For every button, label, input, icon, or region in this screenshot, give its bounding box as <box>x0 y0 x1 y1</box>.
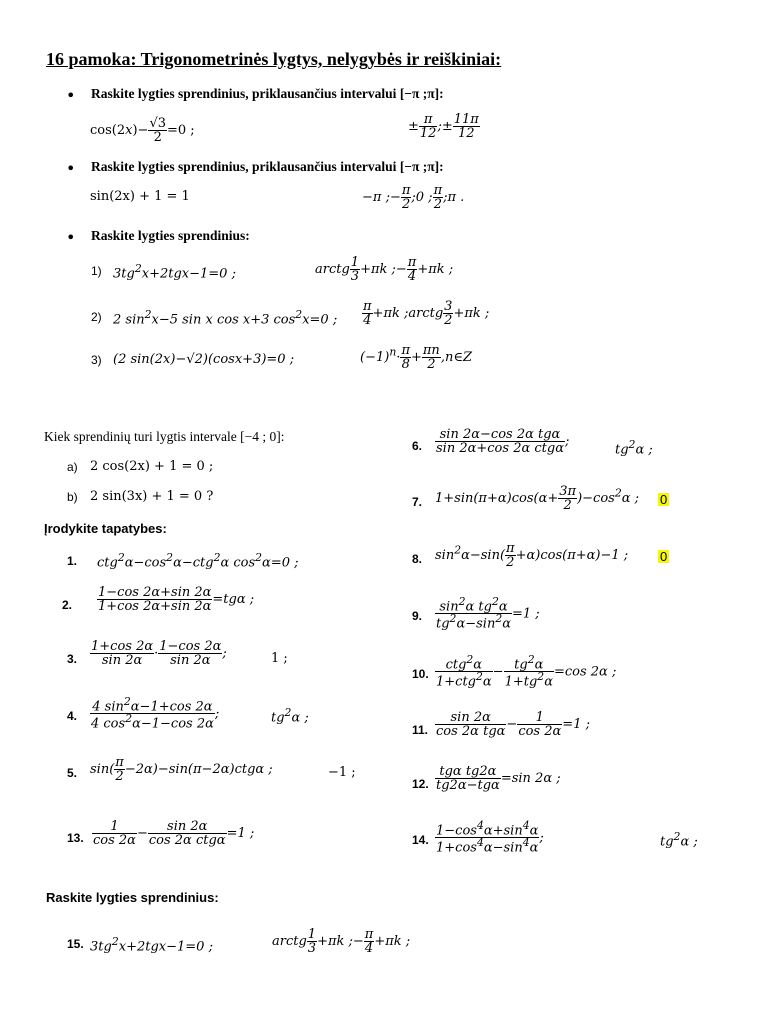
item-number: 3) <box>91 353 102 367</box>
answer-4: $tg^2\alpha$ ; <box>271 706 309 726</box>
item-number: 4. <box>67 709 78 723</box>
item-number: 5. <box>67 766 78 780</box>
answer-2: −π ;− $\frac{\pi}{2}$ ;0 ; $\frac{\pi}{2}$ ;π . <box>362 183 465 212</box>
bullet-icon: • <box>66 228 76 247</box>
count-eq-a: 2 cos(2x) + 1 = 0 ; <box>90 459 214 474</box>
count-task-title: Kiek sprendinių turi lygtis intervale [−4 ; 0]: <box>44 429 285 444</box>
answer-1: ± $\frac{\pi}{12}$ ;± $\frac{11\pi}{12}$ <box>408 112 479 141</box>
item-number: 6. <box>412 439 423 453</box>
identity-12: $\frac{\text{tgα tg2α}}{\text{tg2α−tgα}}$ =sin 2α ; <box>436 764 561 793</box>
identity-5: sin( $\frac{\pi}{2}$ −2α)−sin(π−2α)ctgα ; <box>90 755 273 784</box>
answer-5: −1 ; <box>328 765 356 780</box>
item-number: 13. <box>67 831 84 845</box>
answer-item-3: $(-1)^n\cdot$ $\frac{\pi}{8}$ + $\frac{\pi n}{2}$ ,n∈Z <box>360 343 472 372</box>
equation-item-2: 2 $\sin^2x-5$ sin x cos x+3 $\cos^2x=0$ ; <box>113 308 338 328</box>
bullet-icon: • <box>66 86 76 105</box>
task-2-text: Raskite lygties sprendinius, priklausančius intervalui [−π ;π]: <box>91 159 444 174</box>
answer-14: $tg^2\alpha$ ; <box>660 830 698 850</box>
answer-item-2: $\frac{\pi}{4}$ +πk ;arctg $\frac{3}{2}$ +πk ; <box>363 299 490 328</box>
identity-9: $\frac{\sin^2\alpha tg^2\alpha}{tg^2\alpha-\sin^2\alpha}$ =1 ; <box>436 595 540 632</box>
answer-6: $tg^2\alpha$ ; <box>615 438 653 458</box>
task-1-text: Raskite lygties sprendinius, priklausančius intervalui [−π ;π]: <box>91 86 444 101</box>
equation-1: cos(2x)− $\frac{√3}{2}$ =0 ; <box>90 116 195 145</box>
task-3-text: Raskite lygties sprendinius: <box>91 228 250 243</box>
identity-6: $\frac{\text{sin 2α−cos 2α tgα}}{\text{sin 2α+cos 2α ctgα}}$ ; <box>436 427 570 456</box>
identity-11: $\frac{\sin 2\alpha}{\text{cos 2α tgα}}$ − $\frac{1}{\cos 2\alpha}$ =1 ; <box>436 710 590 739</box>
identity-1: $ctg^2\alpha-\cos^2\alpha-ctg^2\alpha$ $\cos^2\alpha=0$ ; <box>97 551 299 571</box>
item-number: 2. <box>62 598 73 612</box>
item-number: 1. <box>67 554 78 568</box>
item-number: 2) <box>91 310 102 324</box>
item-number: 9. <box>412 609 423 623</box>
equation-item-3: (2 sin(2x)−√2)(cosx+3)=0 ; <box>113 352 295 367</box>
count-eq-b: 2 sin(3x) + 1 = 0 ? <box>90 489 214 504</box>
prove-title: Įrodykite tapatybes: <box>44 521 167 536</box>
answer-7-highlight: 0 <box>660 492 668 507</box>
item-label: b) <box>67 490 78 504</box>
item-number: 8. <box>412 552 423 566</box>
item-number: 12. <box>412 777 429 791</box>
identity-7: 1+sin(π+α)cos(α+ $\frac{3\pi}{2}$ )$-\cos^2\alpha$ ; <box>435 484 640 513</box>
identity-14: $\frac{1-\cos^4\alpha+\sin^4\alpha}{1+\cos^4\alpha-\sin^4\alpha}$ ; <box>436 819 544 856</box>
answer-15: arctg $\frac{1}{3}$ +πk ;− $\frac{\pi}{4}$ +πk ; <box>272 927 411 956</box>
answer-8-highlight: 0 <box>660 549 668 564</box>
bullet-icon: • <box>66 159 76 178</box>
item-label: a) <box>67 460 78 474</box>
item-number: 11. <box>412 723 429 737</box>
answer-item-1: arctg $\frac{1}{3}$ +πk ;− $\frac{\pi}{4}$ +πk ; <box>315 255 454 284</box>
page-title: 16 pamoka: Trigonometrinės lygtys, nelygybės ir reiškiniai: <box>46 49 502 69</box>
equation-item-1: $3tg^2x+2tgx-1=0$ ; <box>113 262 236 282</box>
equation-2: sin(2x) + 1 = 1 <box>90 189 190 204</box>
identity-4: $\frac{4 \sin^2\alpha-1+\cos 2\alpha}{4 \cos^2\alpha-1-\cos 2\alpha}$ ; <box>91 695 220 732</box>
item-number: 15. <box>67 937 84 951</box>
answer-3: 1 ; <box>271 651 288 666</box>
item-number: 7. <box>412 495 423 509</box>
identity-10: $\frac{ctg^2\alpha}{1+ctg^2\alpha}$ − $\frac{tg^2\alpha}{1+tg^2\alpha}$ =cos 2α ; <box>436 653 617 690</box>
item-number: 14. <box>412 833 429 847</box>
identity-2: $\frac{1-\cos 2\alpha+\sin 2\alpha}{1+\cos 2\alpha+\sin 2\alpha}$ =tgα ; <box>98 585 255 614</box>
item-number: 1) <box>91 264 102 278</box>
identity-13: $\frac{1}{\cos 2\alpha}$ − $\frac{\sin 2\alpha}{\text{cos 2α ctgα}}$ =1 ; <box>93 819 255 848</box>
final-task-title: Raskite lygties sprendinius: <box>46 890 219 905</box>
item-number: 3. <box>67 652 78 666</box>
identity-8: $\sin^2\alpha-\sin$( $\frac{\pi}{2}$ +α)cos(π+α)−1 ; <box>435 541 629 570</box>
item-number: 10. <box>412 667 429 681</box>
identity-3: $\frac{1+\cos 2\alpha}{\sin 2\alpha}$ · $\frac{1-\cos 2\alpha}{\sin 2\alpha}$ ; <box>91 639 227 668</box>
equation-15: $3tg^2x+2tgx-1=0$ ; <box>90 935 213 955</box>
